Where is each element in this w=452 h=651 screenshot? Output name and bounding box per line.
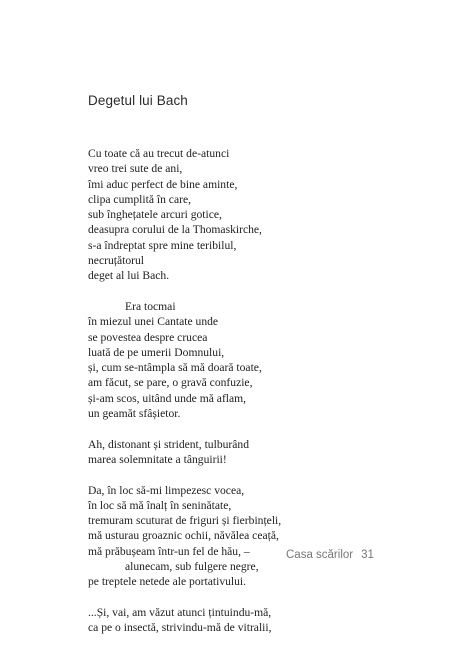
poem-line: tremuram scuturat de friguri și fierbințeli, — [88, 514, 282, 528]
poem-line: Ah, distonant și strident, tulburând — [88, 437, 250, 451]
poem-line: luată de pe umerii Domnului, — [88, 345, 225, 359]
poem-line: se povestea despre crucea — [88, 330, 208, 344]
running-book-title: Casa scărilor — [286, 549, 354, 561]
page-number: 31 — [361, 549, 374, 561]
poem-line: mă prăbușeam într-un fel de hău, – — [88, 544, 250, 558]
stanza — [88, 483, 418, 590]
stanza — [88, 437, 418, 468]
poem-line: ca pe o insectă, strivindu-mă de vitralii, — [88, 621, 272, 635]
poem-line: am făcut, se pare, o gravă confuzie, — [88, 376, 253, 390]
poem-line: s-a îndreptat spre mine teribilul, — [88, 238, 237, 252]
poem-line: sub înghețatele arcuri gotice, — [88, 208, 222, 222]
poem-line: pe treptele netede ale portativului. — [88, 575, 247, 589]
poem-line: vreo trei sute de ani, — [88, 162, 183, 176]
poem-line: deget al lui Bach. — [88, 269, 170, 283]
poem-line: și, cum se-ntâmpla să mă doară toate, — [88, 361, 262, 375]
poem-line: marea solemnitate a tânguirii! — [88, 452, 227, 466]
stanza — [88, 146, 418, 284]
poem-line: Cu toate că au trecut de-atunci — [88, 147, 230, 160]
poem-line: necruțătorul — [88, 254, 145, 268]
page-footer — [286, 549, 374, 561]
poem-line: mă usturau groaznic ochii, năvălea ceață, — [88, 529, 279, 543]
poem-line: Da, în loc să-mi limpezesc vocea, — [88, 483, 245, 497]
poem-line: un geamăt sfâșietor. — [88, 407, 181, 421]
poem-line: în loc să mă înalț în seninătate, — [88, 498, 232, 512]
poem-body — [88, 146, 418, 651]
poem-line: îmi aduc perfect de bine aminte, — [88, 177, 238, 191]
poem-line: și-am scos, uitând unde mă aflam, — [88, 391, 247, 405]
poem-line: deasupra corului de la Thomaskirche, — [88, 223, 262, 237]
poem-line: în miezul unei Cantate unde — [88, 315, 219, 329]
poem-title: Degetul lui Bach — [88, 93, 188, 108]
poem-line: Era tocmai — [125, 299, 176, 313]
stanza — [88, 299, 418, 421]
poem-line: clipa cumplită în care, — [88, 192, 192, 206]
poem-line: alunecam, sub fulgere negre, — [125, 560, 259, 574]
poem-line: ...Și, vai, am văzut atunci țintuindu-mă, — [88, 605, 272, 619]
stanza — [88, 605, 418, 636]
